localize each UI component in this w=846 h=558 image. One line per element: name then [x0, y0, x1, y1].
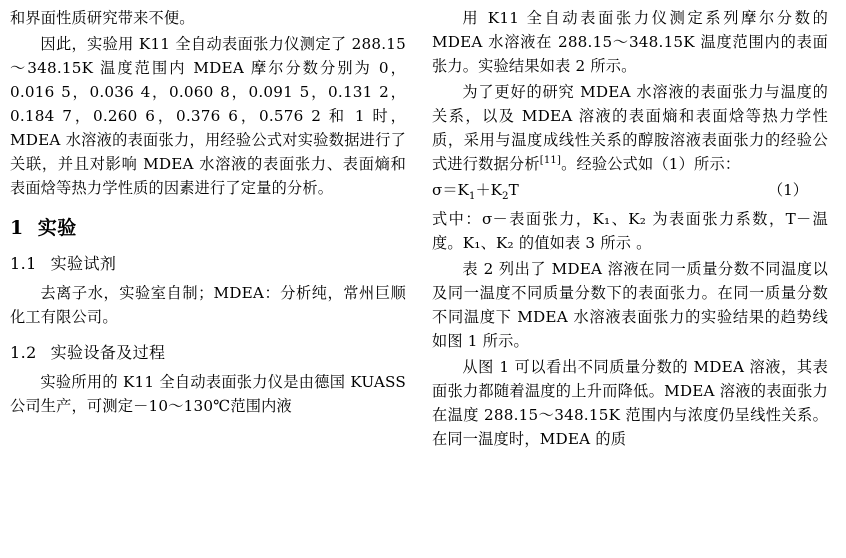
left-column: [10, 6, 406, 552]
subsection-heading-equipment: [10, 340, 406, 363]
paragraph-equipment: 实验所用的 K11 全自动表面张力仪是由德国 KUASS 公司生产，可测定－10～130℃范围内液: [10, 373, 406, 416]
subsection-title: 实验试剂: [50, 254, 117, 274]
paragraph-measurement: 用 K11 全自动表面张力仪测定系列摩尔分数的 MDEA 水溶液在 288.15～348.15K 温度范围内的表面张力。实验结果如表 2 所示。: [432, 9, 828, 76]
right-column: [432, 6, 828, 552]
equation-expression-prefix: σ＝K: [432, 181, 469, 200]
equation-middle: ＋K: [475, 181, 503, 200]
paragraph-reagents: 去离子水，实验室自制；MDEA：分析纯，常州巨顺化工有限公司。: [10, 284, 406, 327]
equation-suffix: T: [508, 181, 519, 200]
paragraph-figure1-analysis: 从图 1 可以看出不同质量分数的 MDEA 溶液，其表面张力都随着温度的上升而降低。MDEA 溶液的表面张力在温度 288.15～348.15K 范围内与浓度仍呈线性关系。在同一温度时，MDEA 的质: [432, 357, 828, 448]
equation-number: （1）: [767, 181, 808, 200]
citation-reference: [11]: [539, 155, 562, 167]
paragraph-empirical-formula-intro: [432, 80, 828, 176]
paragraph-continuation: 和界面性质研究带来不便。: [10, 9, 195, 27]
paragraph-purpose: 因此，实验用 K11 全自动表面张力仪测定了 288.15～348.15K 温度范围内 MDEA 摩尔分数分别为 0，0.016 5，0.036 4，0.060 8，0.091 5，0.131 2，0.184 7，0.260 6，0.376 6，0.576 2 和 1 时，MDEA 水溶液的表面张力，用经验公式对实验数据进行了关联，并且对影响 MDEA 水溶液的表面张力、表面熵和表面焓等热力学性质的因素进行了定量的分析。: [10, 35, 406, 198]
paragraph-text: 为了更好的研究 MDEA 水溶液的表面张力与温度的关系，以及 MDEA 溶液的表面熵和表面焓等热力学性质，采用与温度成线性关系的醇胺溶液表面张力的经验公式进行数据分析: [432, 83, 828, 174]
section-heading: [10, 213, 406, 240]
paragraph-text-after: 。经验公式如（1）所示：: [561, 155, 741, 174]
section-title: 实验: [37, 217, 77, 240]
section-number: 1: [10, 217, 24, 240]
subsection-number: 1.1: [10, 254, 37, 274]
paragraph-table2-description: 表 2 列出了 MDEA 溶液在同一质量分数不同温度以及同一温度不同质量分数下的表面张力。在同一质量分数不同温度下 MDEA 水溶液表面张力的实验结果的趋势线如图 1 所示。: [432, 259, 828, 350]
equation-subscript-1: 1: [468, 190, 476, 203]
subsection-title: 实验设备及过程: [50, 343, 166, 363]
subsection-number: 1.2: [10, 343, 37, 363]
paragraph-symbol-definitions: 式中：σ－表面张力，K₁、K₂ 为表面张力系数，T－温度。K₁、K₂ 的值如表 3 所示 。: [432, 209, 828, 252]
equation-subscript-2: 2: [502, 190, 509, 203]
subsection-heading-reagents: [10, 251, 406, 274]
equation-1: [432, 178, 828, 205]
